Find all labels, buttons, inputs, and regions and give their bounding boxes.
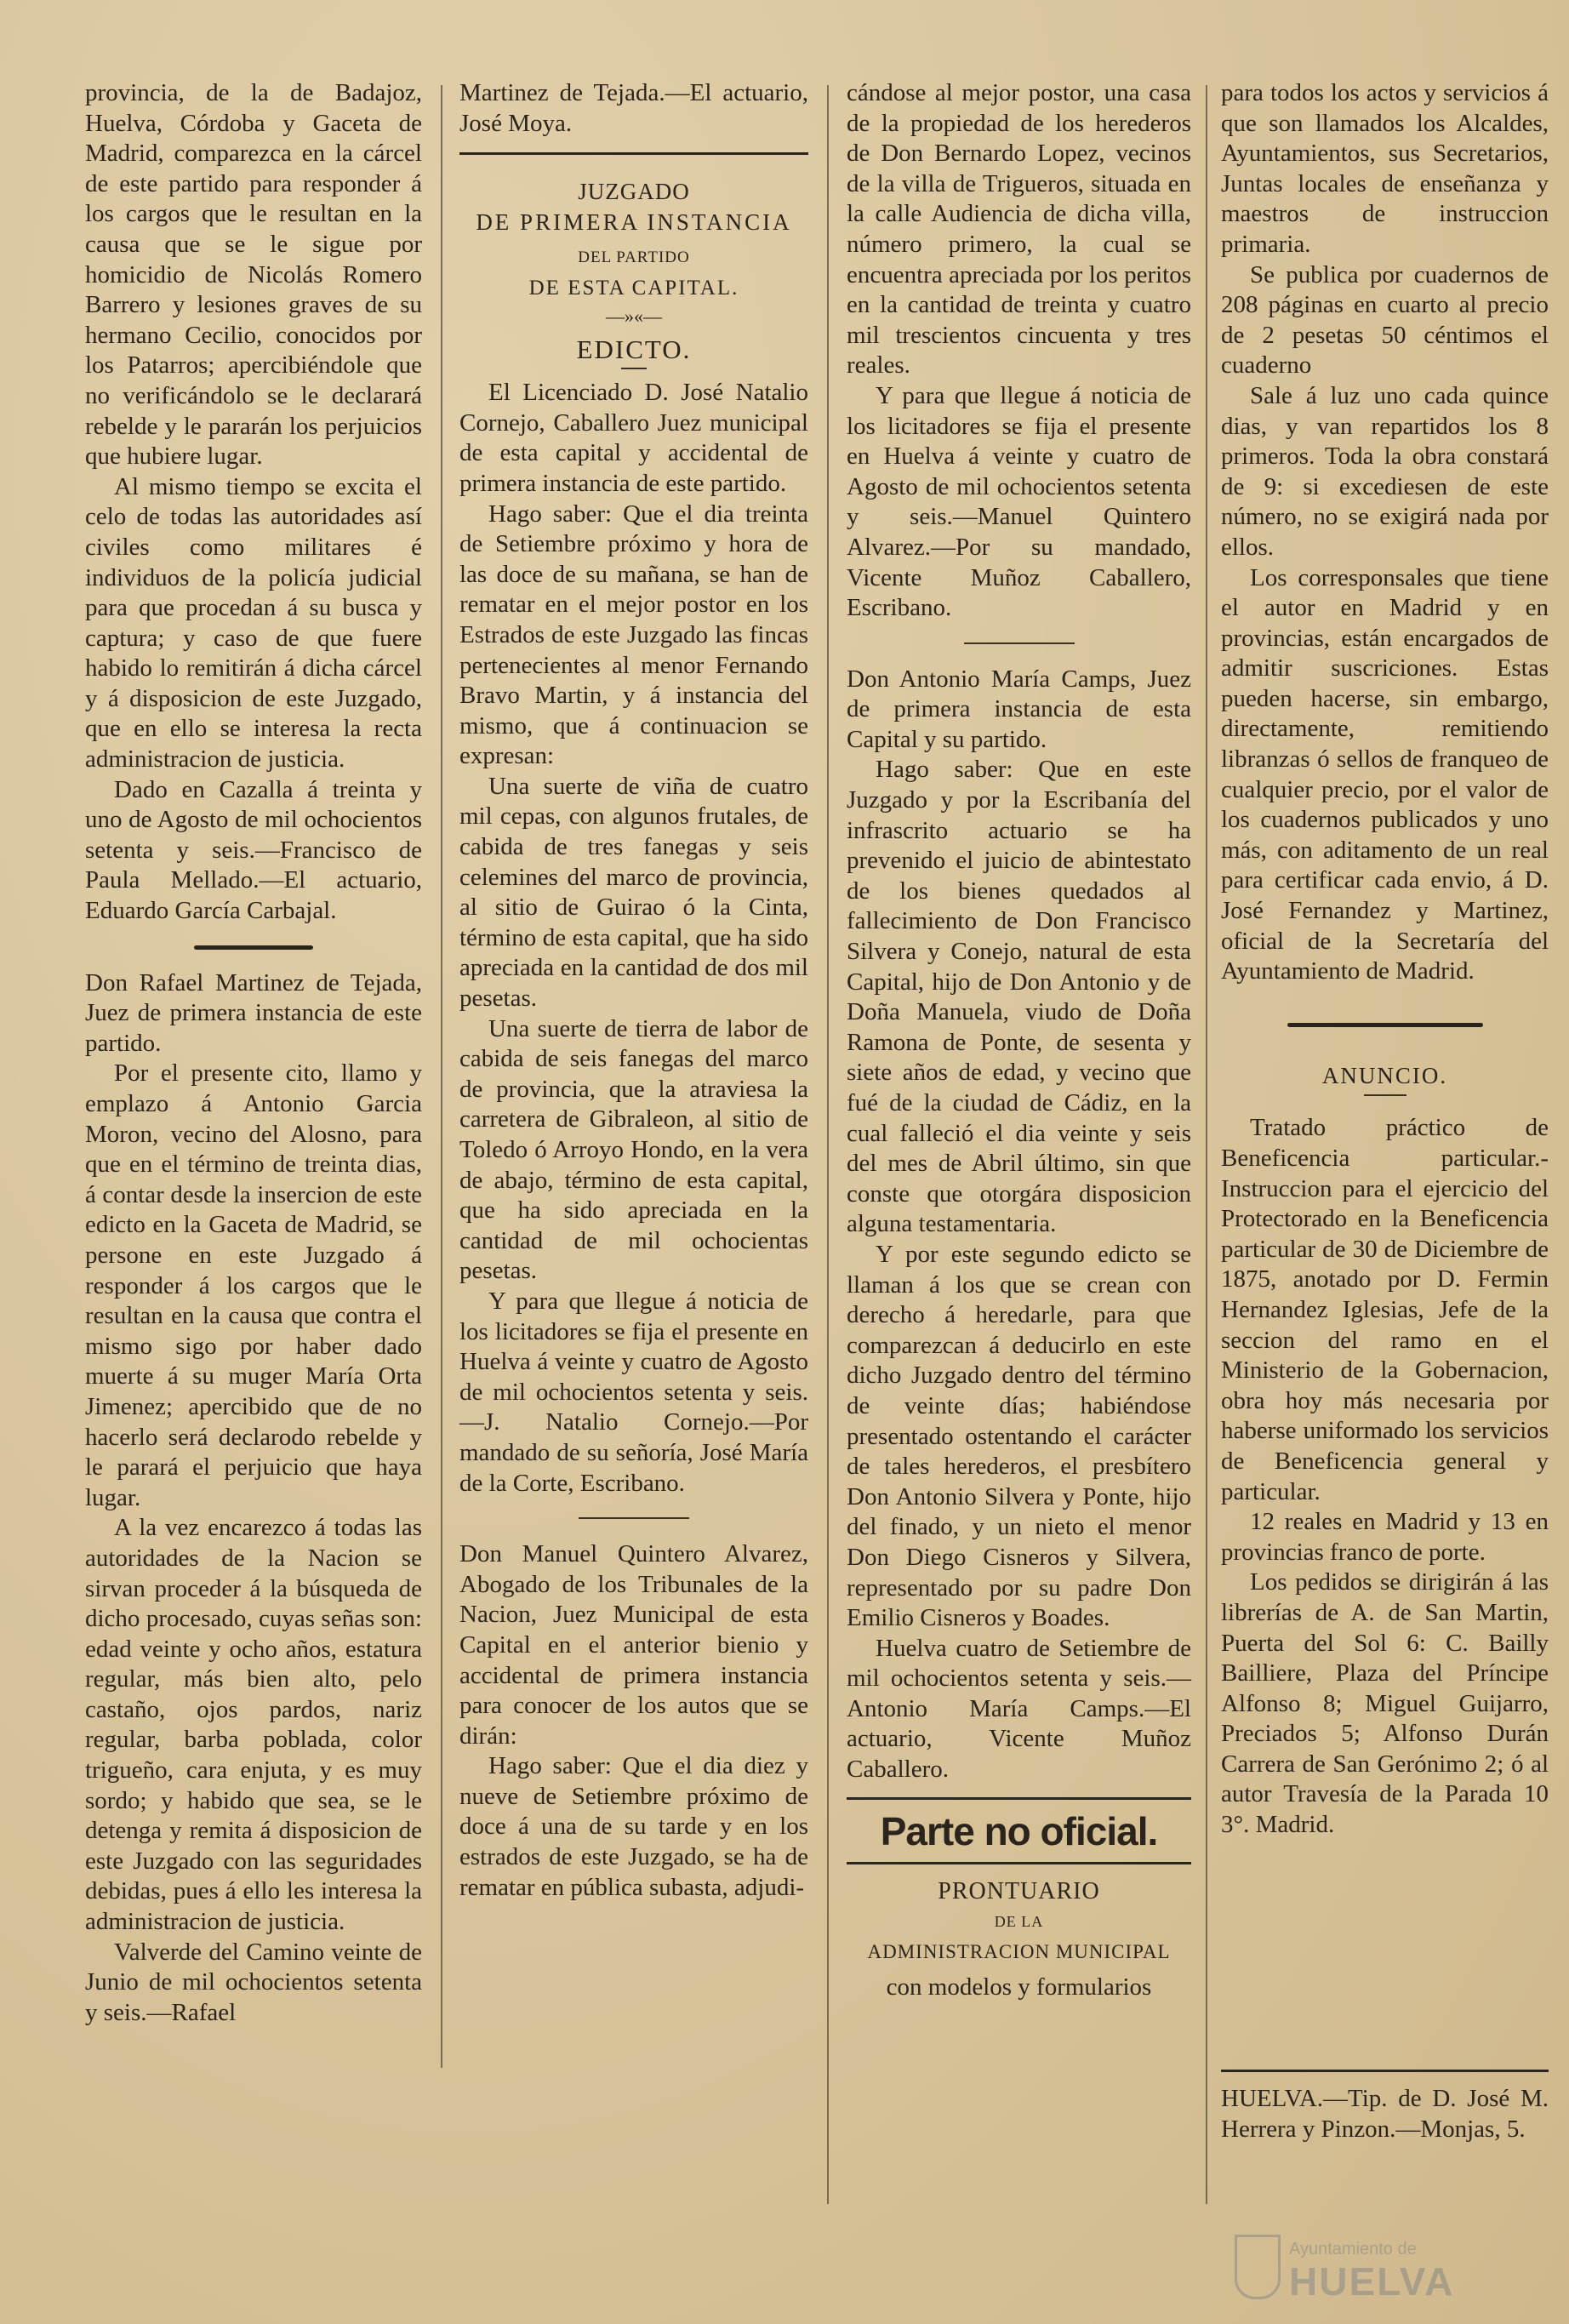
paragraph: Se publica por cuadernos de 208 páginas en cuarto al precio de 2 pesetas 50 céntimos el cuaderno	[1221, 260, 1549, 380]
paragraph: cándose al mejor postor, una casa de la propiedad de los herederos de Don Bernardo Lopez, vecinos de la villa de Trigueros, situada en la calle Audiencia de dicha villa, número primero, la cual se encuentra apreciada por los peritos en la cantidad de treinta y cuatro mil trescientos cincuenta y tres reales.	[847, 79, 1191, 380]
section-subheading: DE LA	[994, 1912, 1044, 1930]
watermark	[1230, 2235, 1536, 2320]
paragraph: Hago saber: Que en este Juzgado y por la Escribanía del infrascrito actuario se ha prevenido el juicio de abintestato de los bienes quedados al fallecimiento de Don Francisco Silvera y Conejo, natural de esta Capital, hijo de Don Antonio y de Doña Manuela, viudo de Doña Ramona de Ponte, de sesenta y siete años de edad, y vecino que fué de la ciudad de Cádiz, en la cual falleció el dia veinte y seis del mes de Abril último, sin que conste que otorgára disposicion alguna testamentaria.	[847, 756, 1191, 1238]
separator	[1221, 2070, 1549, 2072]
section-subheading: DEL PARTIDO	[578, 248, 690, 267]
paragraph: Al mismo tiempo se excita el celo de todas las autoridades así civiles como militares é individuos de la policía judicial para que procedan á su busca y captura; y caso de que fuere habido lo remitirán á dicha cárcel y á disposicion de este Juzgado, que en ello se interesa la recta administracion de justicia.	[85, 472, 422, 774]
watermark-small: Ayuntamiento de	[1289, 2240, 1417, 2258]
section-title: Parte no oficial.	[880, 1808, 1158, 1853]
paragraph: El Licenciado D. José Natalio Cornejo, Caballero Juez municipal de esta capital y accidental de primera instancia de este partido.	[459, 379, 808, 497]
paragraph: Por el presente cito, llamo y emplazo á Antonio Garcia Moron, vecino del Alosno, para que en el término de treinta dias, á contar desde la insercion de este edicto en la Gaceta de Madrid, se persone en este Juzgado á responder á los cargos que le resultan en la causa que contra el mismo sigo por haber dado muerte á su muger María Orta Jimenez; apercibido que de no hacerlo será declarodo rebelde y le parará el perjuicio que haya lugar.	[85, 1059, 422, 1511]
separator	[847, 1797, 1191, 1800]
paragraph: Huelva cuatro de Setiembre de mil ochocientos setenta y seis.—Antonio María Camps.—El actuario, Vicente Muñoz Caballero.	[847, 1634, 1191, 1784]
paragraph: Y para que llegue á noticia de los licitadores se fija el presente en Huelva á veinte y cuatro de Agosto de mil ochocientos setenta y seis.—Manuel Quintero Alvarez.—Por su mandado, Vicente Muñoz Caballero, Escribano.	[847, 381, 1191, 622]
paragraph: Valverde del Camino veinte de Junio de mil ochocientos setenta y seis.—Rafael	[85, 1938, 422, 2026]
ornament: —»«—	[606, 305, 662, 327]
paragraph: Martinez de Tejada.—El actuario, José Moya.	[459, 79, 808, 137]
separator	[964, 642, 1075, 644]
column-rule	[827, 85, 829, 2204]
paragraph: Tratado práctico de Beneficencia particular.-Instruccion para el ejercicio del Protectorado en la Beneficencia particular de 30 de Diciembre de 1875, anotado por D. Fermin Hernandez Iglesias, Jefe de la seccion del ramo en el Ministerio de la Gobernacion, obra hoy más necesaria por haberse uniformado los servicios de Beneficencia general y particular.	[1221, 1114, 1549, 1505]
separator	[1287, 1023, 1483, 1027]
crest-icon	[1235, 2235, 1281, 2299]
watermark-big: HUELVA	[1289, 2259, 1455, 2304]
paragraph: 12 reales en Madrid y 13 en provincias franco de porte.	[1221, 1508, 1549, 1566]
edicto-title: EDICTO.	[576, 334, 692, 364]
section-heading: DE PRIMERA INSTANCIA	[476, 208, 792, 235]
separator	[194, 945, 313, 950]
announcement-title: ANUNCIO.	[1321, 1062, 1448, 1088]
paragraph: Hago saber: Que el dia treinta de Setiembre próximo y hora de las doce de su mañana, se han de rematar en el mejor postor en los Estrados de este Juzgado las fincas pertenecientes al menor Fernando Bravo Martin, y á instancia del mismo, que á continuacion se expresan:	[459, 500, 808, 770]
separator	[1364, 1094, 1406, 1096]
paragraph-heading: Don Rafael Martinez de Tejada, Juez de primera instancia de este partido.	[85, 968, 422, 1057]
paragraph: Y para que llegue á noticia de los licitadores se fija el presente en Huelva á veinte y cuatro de Agosto de mil ochocientos setenta y seis.—J. Natalio Cornejo.—Por mandado de su señoría, José María de la Corte, Escribano.	[459, 1287, 808, 1497]
paragraph: Los corresponsales que tiene el autor en Madrid y en provincias, están encargados de admitir suscriciones. Estas pueden hacerse, sin embargo, directamente, remitiendo libranzas ó sellos de franqueo de cualquier precio, por el valor de los cuadernos publicados y uno más, con aditamento de un real para certificar cada envio, á D. José Fernandez y Martinez, oficial de la Secretaría del Ayuntamiento de Madrid.	[1221, 563, 1549, 985]
column-2	[459, 78, 808, 1903]
paragraph: Dado en Cazalla á treinta y uno de Agosto de mil ochocientos setenta y seis.—Francisco de Paula Mellado.—El actuario, Eduardo García Carbajal.	[85, 775, 422, 925]
paragraph: Sale á luz uno cada quince dias, y van repartidos los 8 primeros. Toda la obra constará de 9: si excediesen de este número, no se exigirá nada por ellos.	[1221, 381, 1549, 561]
paragraph: A la vez encarezco á todas las autoridades de la Nacion se sirvan proceder á la búsqueda de dicho procesado, cuyas señas son: edad veinte y ocho años, estatura regular, más bien alto, pelo castaño, ojos pardos, nariz regular, barba poblada, color trigueño, cara enjuta, y es muy sordo; y habido que sea, se le detenga y remita á disposicion de este Juzgado con las seguridades debidas, pues á ello les interesa la administracion de justicia.	[85, 1514, 422, 1936]
section-subheading: DE ESTA CAPITAL.	[528, 276, 739, 300]
paragraph: Y por este segundo edicto se llaman á los que se crean con derecho á heredarle, para que comparezcan á deducirlo en este dicho Juzgado dentro del término de veinte días; habiéndose presentado ostentando el carácter de tales herederos, el presbítero Don Antonio Silvera y Ponte, hijo del finado, y un nieto el menor Don Diego Cisneros y Silvera, representado por su padre Don Emilio Cisneros y Boades.	[847, 1240, 1191, 1632]
column-3	[847, 78, 1191, 2003]
paragraph: para todos los actos y servicios á que son llamados los Alcaldes, Ayuntamientos, sus Secretarios, Juntas locales de enseñanza y maestros de instruccion primaria.	[1221, 79, 1549, 258]
separator	[621, 368, 647, 369]
separator	[847, 1862, 1191, 1864]
separator	[459, 152, 808, 155]
column-rule	[1206, 85, 1207, 2204]
paragraph: Una suerte de tierra de labor de cabida de seis fanegas del marco de provincia, que la atraviesa la carretera de Gibraleon, al sitio de Toledo ó Arroyo Hondo, en la vera de abajo, término de esta capital, que ha sido apreciada en la cantidad de mil ochocientas pesetas.	[459, 1014, 808, 1285]
column-4	[1221, 78, 1549, 1841]
separator	[579, 1517, 689, 1519]
printer-imprint	[1221, 2070, 1549, 2144]
paragraph-heading: Don Antonio María Camps, Juez de primera instancia de esta Capital y su partido.	[847, 665, 1191, 753]
paragraph-heading: Don Manuel Quintero Alvarez, Abogado de los Tribunales de la Nacion, Juez Municipal de esta Capital en el anterior bienio y accidental de primera instancia para conocer de los autos que se dirán:	[459, 1540, 808, 1750]
imprint-text: HUELVA.—Tip. de D. José M. Herrera y Pinzon.—Monjas, 5.	[1221, 2085, 1549, 2143]
column-1	[85, 78, 422, 2028]
column-rule	[441, 85, 442, 2068]
section-heading: PRONTUARIO	[938, 1878, 1100, 1905]
paragraph: Una suerte de viña de cuatro mil cepas, con algunos frutales, de cabida de tres fanegas y seis celemines del marco de provincia, al sitio de Guirao ó la Cinta, término de esta capital, que ha sido apreciada en la cantidad de dos mil pesetas.	[459, 772, 808, 1013]
paragraph: Los pedidos se dirigirán á las librerías de A. de San Martin, Puerta del Sol 6: C. Bailly Bailliere, Plaza del Príncipe Alfonso 8; Miguel Guijarro, Preciados 5; Alfonso Durán Carrera de San Gerónimo 2; ó al autor Travesía de la Parada 10 3°. Madrid.	[1221, 1568, 1549, 1839]
section-heading: JUZGADO	[578, 179, 690, 205]
paragraph: provincia, de la de Badajoz, Huelva, Córdoba y Gaceta de Madrid, comparezca en la cárcel de este partido para responder á los cargos que le resultan en la causa que se le sigue por homicidio de Nicolás Romero Barrero y lesiones graves de su hermano Cecilio, conocidos por los Patarros; apercibiéndole que no verificándolo se le declarará rebelde y le pararán los perjuicios que hubiere lugar.	[85, 79, 422, 471]
paragraph: con modelos y formularios	[886, 1973, 1152, 2001]
section-subheading: ADMINISTRACION MUNICIPAL	[867, 1941, 1171, 1963]
paragraph: Hago saber: Que el dia diez y nueve de Setiembre próximo de doce á una de su tarde y en los estrados de este Juzgado, se ha de rematar en pública subasta, adjudi-	[459, 1752, 808, 1901]
